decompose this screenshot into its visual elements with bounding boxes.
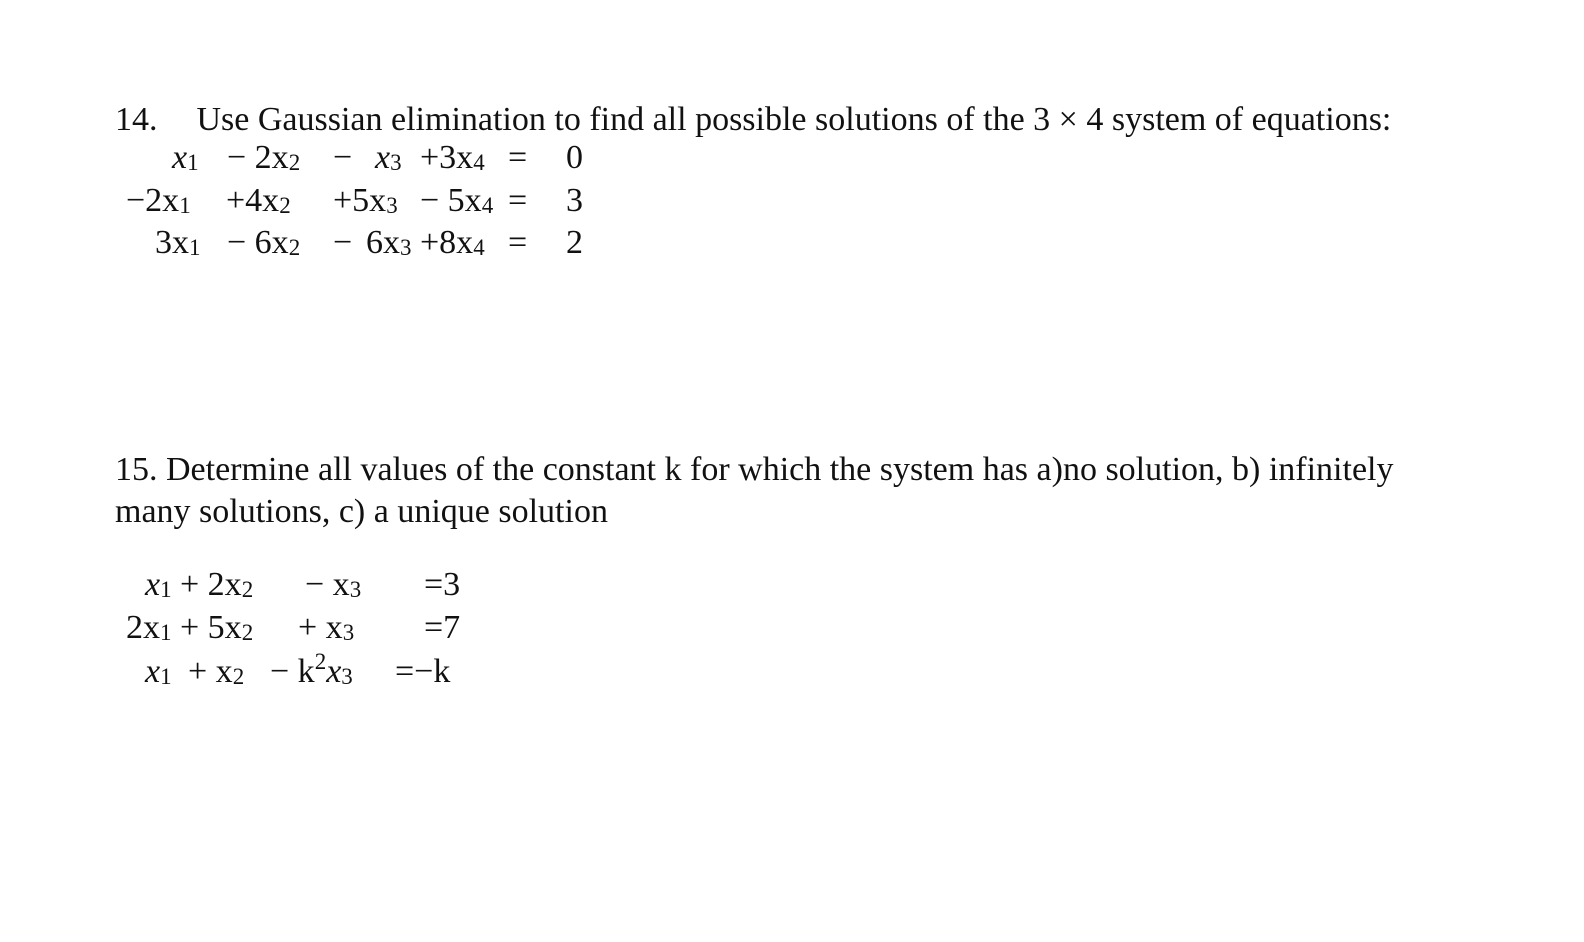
problem-15-line-1: 15. Determine all values of the constant k for which the system has a)no solution, b) infinitely bbox=[115, 451, 1394, 488]
problem-14-equation-1: $x_1$ − $2x_2$ − $x_3$ $+3x_4$ = 0 bbox=[172, 139, 583, 176]
problem-14-header bbox=[115, 100, 1391, 140]
problem-14-equation-3: $3x_1$ − $6x_2$ − $6x_3$ $+8x_4$ = 2 bbox=[155, 224, 583, 261]
problem-15-equation-2: $2x_1$ + $5x_2$ + $x_3$ =7 bbox=[126, 609, 461, 646]
problem-14-number: 14. bbox=[115, 101, 158, 138]
problem-15-equation-1: $x_1$ + $2x_2$ − $x_3$ =3 bbox=[145, 566, 461, 603]
problem-15-line-2: many solutions, c) a unique solution bbox=[115, 493, 608, 530]
problem-15-equation-3: $x_1$ + $x_2$ − $k^2x_3$ =−k bbox=[145, 649, 451, 690]
problem-14-equation-2: $-2x_1$ $+4x_2$ $+5x_3$ − $5x_4$ = 3 bbox=[126, 182, 583, 219]
problem-14-text: Use Gaussian elimination to find all possible solutions of the 3 × 4 system of equations: bbox=[196, 101, 1392, 138]
